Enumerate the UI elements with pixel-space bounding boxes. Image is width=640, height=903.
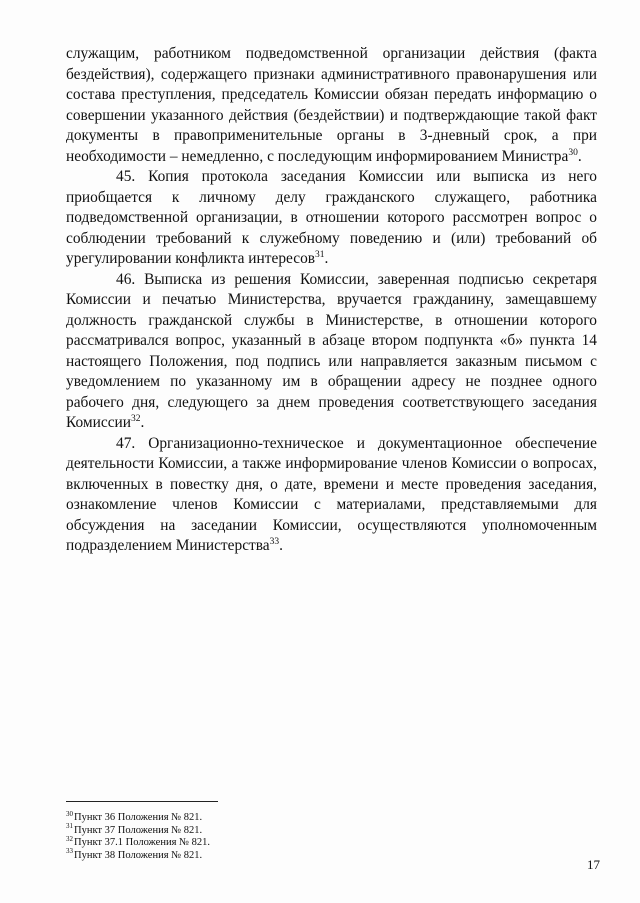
paragraph-text: 47. Организационно-техническое и документационное обеспечение деятельности Комиссии, а также информирование членов Комиссии о вопросах, включенных в повестку дня, о дате, времени и месте проведения заседания, ознакомление членов Комиссии с материалами, представляемыми для обсуждения на заседании Комиссии, осуществляются уполномоченным подразделением Министерства [66,434,597,554]
paragraph-text: 45. Копия протокола заседания Комиссии или выписка из него приобщается к личному делу гражданского служащего, работника подведомственной организации, в отношении которого рассмотрен вопрос о соблюдении требований к служебному поведению и (или) требований об урегулировании конфликта интересов [66,168,597,267]
paragraph-text: 46. Выписка из решения Комиссии, заверенная подписью секретаря Комиссии и печатью Министерства, вручается гражданину, замещавшему должность гражданской службы в Министерстве, в отношении которого рассматривался вопрос, указанный в абзаце втором подпункта «б» пункта 14 настоящего Положения, под подпись или направляется заказным письмом с уведомлением по указанному им в обращении адресу не позднее одного рабочего дня, следующего за днем проведения соответствующего заседания Комиссии [66,270,597,431]
paragraph-item-47 [66,434,597,557]
footnote-text: Пункт 37.1 Положения № 821. [74,837,211,848]
paragraph-trailing-period: . [324,250,329,267]
paragraph-continuation [66,44,597,167]
paragraph-trailing-period: . [577,147,582,165]
footnote-reference: 31 [315,249,325,260]
paragraph-trailing-period: . [279,537,283,554]
paragraph-trailing-period: . [140,414,145,431]
footnote-reference: 30 [568,147,578,158]
paragraph-text: служащим, работником подведомственной организации действия (факта бездействия), содержащего признаки административного правонарушения или состава преступления, председатель Комиссии обязан передать информацию о совершении указанного действия (бездействии) и подтверждающие такой факт документы в правоприменительные органы в 3-дневный срок, а при необходимости – немедленно, с последующим информированием Министра [66,45,597,165]
footnote-separator [66,801,218,802]
footnote-text: Пункт 37 Положения № 821. [74,824,203,836]
footnote-reference: 33 [269,536,280,547]
page-number: 17 [587,857,600,872]
footnote-reference: 32 [131,413,141,424]
footnotes [66,809,466,862]
footnote [66,847,466,863]
footnote-number: 33 [66,847,73,855]
footnote-text: Пункт 38 Положения № 821. [74,849,203,861]
footnote-text: Пункт 36 Положения № 821. [74,812,203,823]
footnote [66,834,466,850]
paragraph-item-46 [66,270,597,434]
footnote [66,822,466,838]
footnote [66,809,466,825]
footnote-number: 30 [66,809,73,818]
document-body [66,44,597,557]
footnote-number: 31 [66,822,73,830]
footnote-number: 32 [66,834,73,843]
paragraph-item-45 [66,167,597,270]
